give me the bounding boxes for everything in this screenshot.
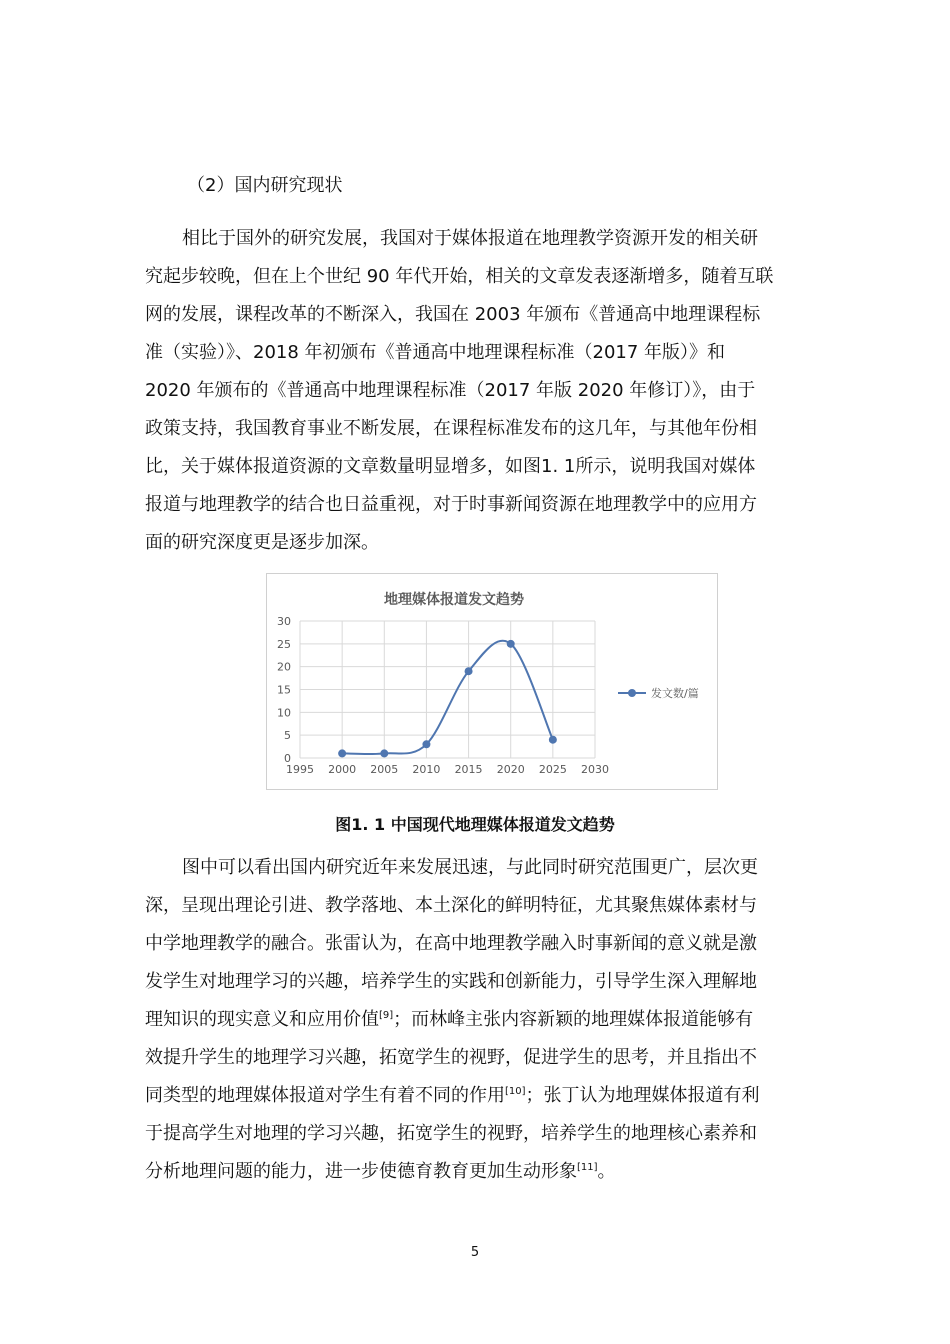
- paragraph-line: 中学地理教学的融合。张雷认为，在高中地理教学融入时事新闻的意义就是激: [145, 933, 757, 954]
- x-tick-label: 1995: [286, 763, 314, 776]
- trend-chart: [266, 573, 718, 790]
- y-tick-label: 30: [277, 615, 291, 628]
- data-point: [380, 749, 388, 757]
- page-number: 5: [470, 1245, 480, 1260]
- figure-caption: 图1. 1 中国现代地理媒体报道发文趋势: [335, 815, 615, 834]
- paragraph-line: [145, 1160, 616, 1184]
- x-tick-label: 2030: [581, 763, 609, 776]
- data-point: [507, 640, 515, 648]
- citation-ref[interactable]: [10]: [505, 1086, 526, 1097]
- y-tick-label: 5: [284, 729, 291, 743]
- paragraph-line: 于提高学生对地理的学习兴趣，拓宽学生的视野，培养学生的地理核心素养和: [145, 1123, 757, 1144]
- line-text: 理知识的现实意义和应用价值: [145, 1009, 379, 1030]
- paragraph-line: 准（实验）》、2018 年初颁布《普通高中地理课程标准（2017 年版）》和: [145, 342, 726, 363]
- y-tick-label: 10: [277, 706, 291, 720]
- paragraph-line: [145, 1084, 760, 1108]
- paragraph-line: 深，呈现出理论引进、教学落地、本土深化的鲜明特征，尤其聚焦媒体素材与: [145, 895, 757, 916]
- data-point: [338, 749, 346, 757]
- series-line: [342, 641, 553, 754]
- y-tick-label: 20: [277, 660, 291, 674]
- paragraph-line: 图中可以看出国内研究近年来发展迅速，与此同时研究范围更广，层次更: [182, 857, 758, 878]
- data-point: [422, 740, 430, 748]
- legend-label: 发文数/篇: [651, 687, 699, 700]
- x-tick-label: 2000: [328, 763, 357, 776]
- section-heading: （2）国内研究现状: [187, 175, 343, 196]
- paragraph-line: 2020 年颁布的《普通高中地理课程标准（2017 年版 2020 年修订）》，由于: [145, 380, 756, 401]
- x-tick-label: 2015: [454, 763, 483, 776]
- x-tick-label: 2020: [496, 763, 525, 776]
- paragraph-line: 政策支持，我国教育事业不断发展，在课程标准发布的这几年，与其他年份相: [145, 418, 757, 439]
- y-tick-label: 25: [277, 637, 291, 651]
- paragraph-line: 比，关于媒体报道资源的文章数量明显增多，如图1. 1所示，说明我国对媒体: [145, 456, 756, 477]
- trend-chart-svg: [267, 574, 717, 789]
- y-tick-label: 15: [277, 683, 291, 697]
- paragraph-line: [145, 1008, 753, 1032]
- data-point: [465, 667, 473, 675]
- paragraph-line: 面的研究深度更是逐步加深。: [145, 532, 379, 553]
- paragraph-line: 网的发展，课程改革的不断深入，我国在 2003 年颁布《普通高中地理课程标: [145, 304, 761, 325]
- line-text: 同类型的地理媒体报道对学生有着不同的作用: [145, 1085, 505, 1106]
- line-text: 。: [597, 1161, 616, 1182]
- line-text: ；张丁认为地理媒体报道有利: [525, 1085, 760, 1106]
- x-tick-label: 2010: [412, 763, 441, 776]
- y-tick-label: 0: [284, 752, 291, 765]
- paragraph-line: 发学生对地理学习的兴趣，培养学生的实践和创新能力，引导学生深入理解地: [145, 971, 757, 992]
- x-tick-label: 2025: [538, 763, 567, 776]
- citation-ref[interactable]: [9]: [379, 1010, 394, 1021]
- x-tick-label: 2005: [370, 763, 399, 776]
- citation-ref[interactable]: [11]: [577, 1162, 598, 1173]
- paragraph-line: 效提升学生的地理学习兴趣，拓宽学生的视野，促进学生的思考，并且指出不: [145, 1047, 757, 1068]
- paragraph-line: 相比于国外的研究发展，我国对于媒体报道在地理教学资源开发的相关研: [182, 228, 758, 249]
- line-text: ；而林峰主张内容新颖的地理媒体报道能够有: [393, 1009, 754, 1030]
- data-point: [549, 736, 557, 744]
- line-text: 分析地理问题的能力，进一步使德育教育更加生动形象: [145, 1161, 577, 1182]
- chart-title: 地理媒体报道发文趋势: [384, 592, 524, 608]
- paragraph-line: 报道与地理教学的结合也日益重视，对于时事新闻资源在地理教学中的应用方: [145, 494, 757, 515]
- legend-marker: [628, 689, 636, 697]
- paragraph-line: 究起步较晚，但在上个世纪 90 年代开始，相关的文章发表逐渐增多，随着互联: [145, 266, 774, 287]
